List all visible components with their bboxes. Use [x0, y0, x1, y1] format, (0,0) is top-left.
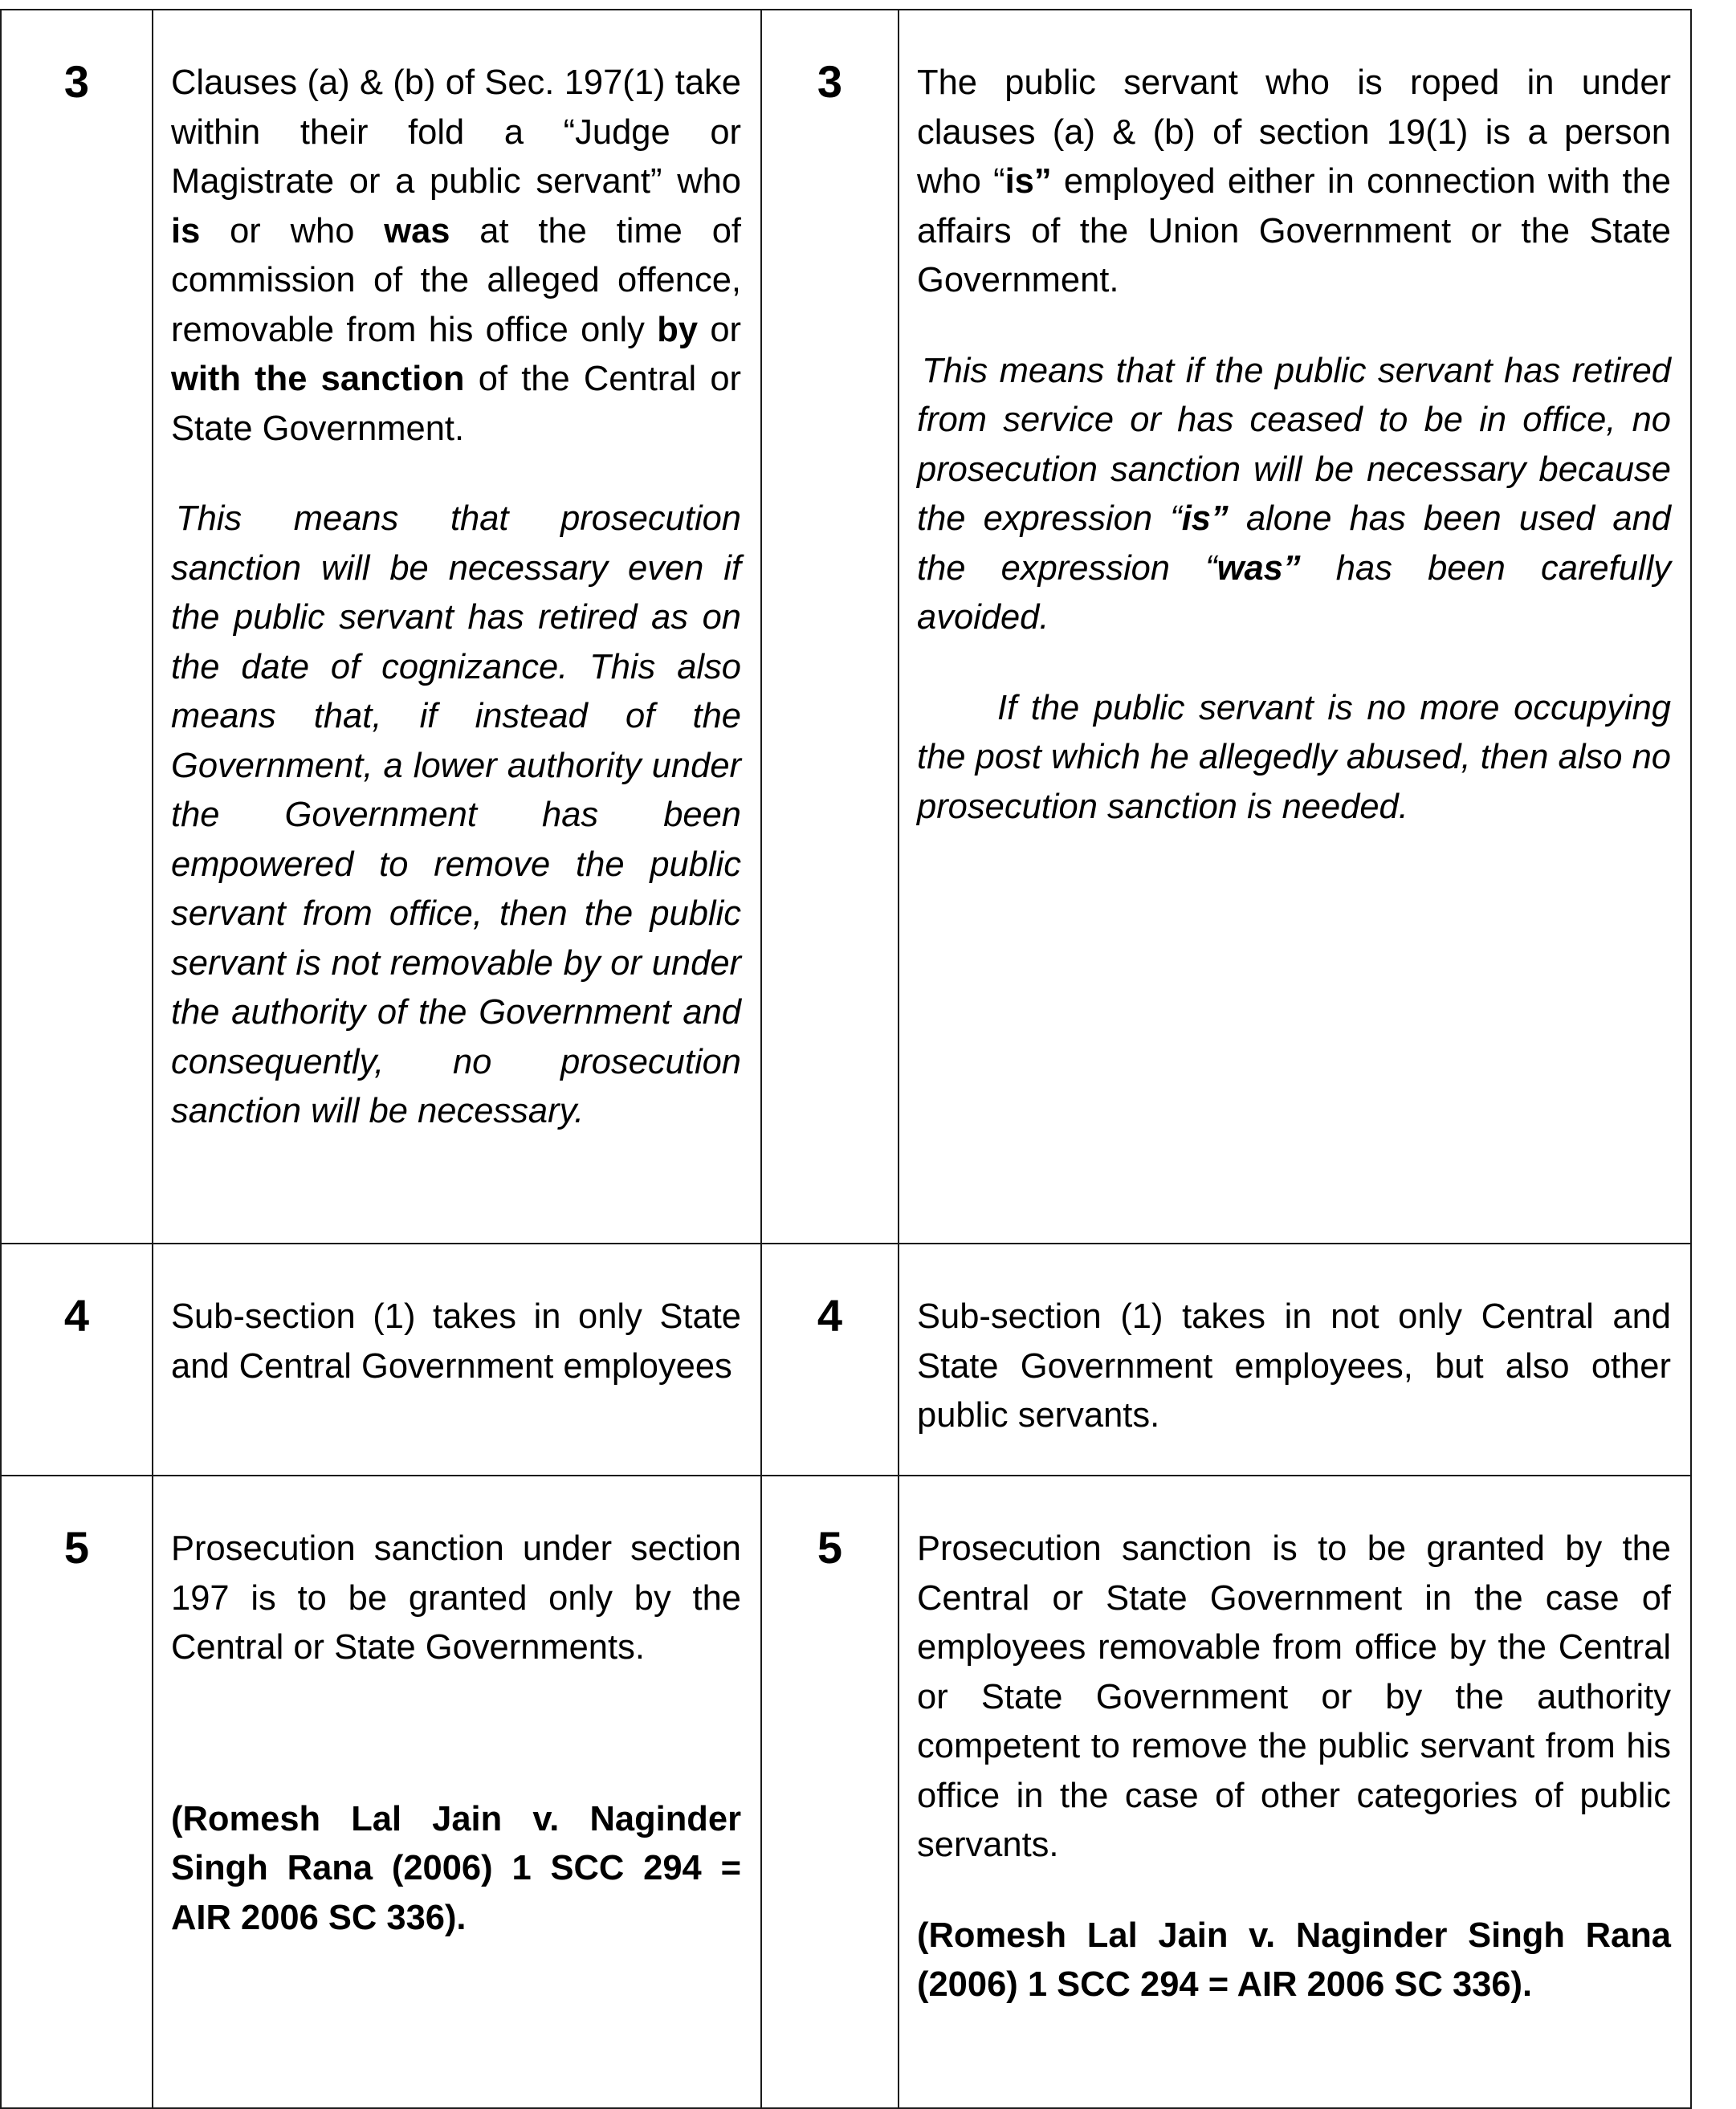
- bold-text: is”: [1005, 162, 1052, 201]
- comparison-table: [0, 9, 1692, 2109]
- case-citation: (Romesh Lal Jain v. Naginder Singh Rana (2006) 1 SCC 294 = AIR 2006 SC 336).: [917, 1916, 1671, 2004]
- paragraph-italic: If the public servant is no more occupying the post which he allegedly abused, then also no prosecution sanction is needed.: [917, 688, 1671, 826]
- left-cell: [153, 10, 761, 1244]
- paragraph: Sub-section (1) takes in not only Central and State Government employees, but also other public servants.: [917, 1297, 1671, 1435]
- right-cell: [899, 10, 1691, 1244]
- row-number-right: 4: [761, 1244, 899, 1476]
- row-number-right: 5: [761, 1476, 899, 2108]
- row-number-left: 5: [1, 1476, 153, 2108]
- text-run: has been carefully avoided.: [917, 548, 1671, 637]
- text-run: at the time of commission of the alleged offence, removable from his office only: [171, 211, 741, 349]
- paragraph: Prosecution sanction under section 197 is to be granted only by the Central or State Governments.: [171, 1529, 741, 1667]
- paragraph-italic: [917, 347, 1671, 643]
- text-run: or who: [200, 211, 385, 250]
- table-row: [1, 1476, 1691, 2108]
- table-row: [1, 10, 1691, 1244]
- text-run: of the Central or State Government.: [171, 360, 742, 448]
- row-number-right: 3: [761, 10, 899, 1244]
- right-cell: [899, 1244, 1691, 1476]
- bold-text: by: [657, 310, 699, 349]
- text-run: The public servant who is roped in under clauses (a) & (b) of section 19(1) is a person who “: [917, 63, 1671, 201]
- paragraph: Prosecution sanction is to be granted by the Central or State Government in the case of employees removable from office by the Central or State Government or by the authority competent to remove the public servant from his office in the case of other categories of public servants.: [917, 1529, 1671, 1864]
- paragraph: Sub-section (1) takes in only State and Central Government employees: [171, 1297, 741, 1386]
- paragraph: [171, 59, 741, 454]
- bold-text: with the sanction: [171, 360, 465, 398]
- row-number-left: 3: [1, 10, 153, 1244]
- bold-text: was”: [1216, 548, 1301, 588]
- row-number-left: 4: [1, 1244, 153, 1476]
- paragraph-italic: This means that prosecution sanction will be necessary even if the public servant has retired as on the date of cognizance. This also means that, if instead of the Government, a lower authority under the Government has been empowered to remove the public servant from office, then the public servant is not removable by or under the authority of the Government and consequently, no prosecution sanction will be necessary.: [171, 499, 741, 1130]
- bold-text: was: [384, 211, 450, 250]
- table-row: [1, 1244, 1691, 1476]
- paragraph: [917, 59, 1671, 306]
- text-run: Clauses (a) & (b) of Sec. 197(1) take within their fold a “Judge or Magistrate or a public servant” who: [171, 63, 741, 201]
- left-cell: [153, 1244, 761, 1476]
- bold-text: is: [171, 211, 201, 250]
- text-run: alone has been used and the expression “: [917, 499, 1671, 588]
- case-citation: (Romesh Lal Jain v. Naginder Singh Rana (2006) 1 SCC 294 = AIR 2006 SC 336).: [171, 1799, 741, 1937]
- text-run: or: [698, 310, 742, 349]
- text-run: This means that if the public servant has retired from service or has ceased to be in office, no prosecution sanction will be necessary because the expression “: [917, 351, 1671, 538]
- bold-text: is”: [1181, 499, 1229, 538]
- text-run: employed either in connection with the affairs of the Union Government or the State Government.: [917, 162, 1671, 299]
- right-cell: [899, 1476, 1691, 2108]
- left-cell: [153, 1476, 761, 2108]
